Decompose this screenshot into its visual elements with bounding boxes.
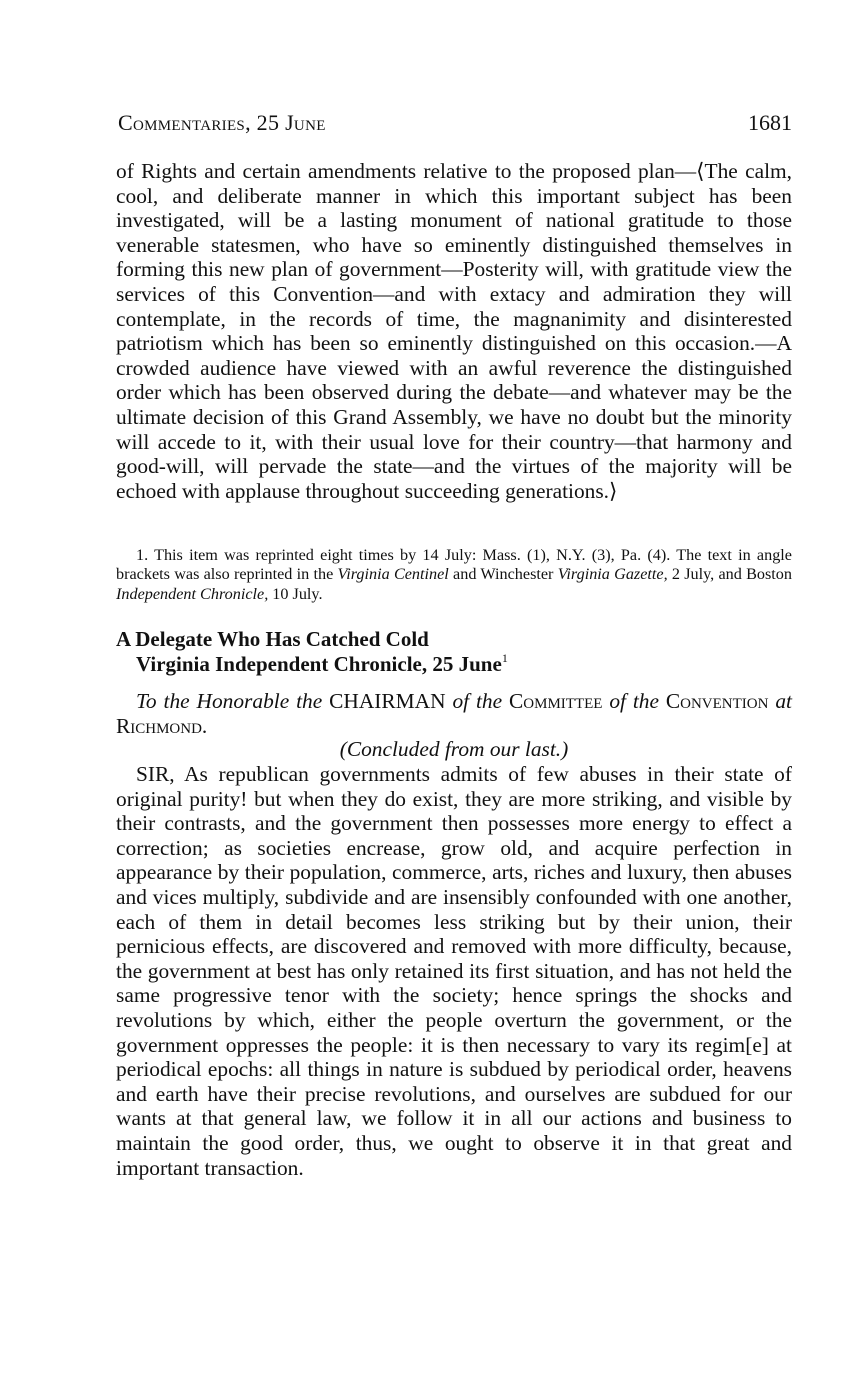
article-note-ref: 1 (501, 651, 508, 665)
address-of-2: of the (609, 689, 659, 713)
article-title: A Delegate Who Has Catched Cold (116, 627, 429, 651)
address-to: To the Honorable the (136, 689, 323, 713)
address-committee: Committee (509, 689, 603, 713)
footnote-part-1: 1. This item was reprinted eight times by 14 July: Mass. (1), N.Y. (3), Pa. (4). The text in angle brackets was also reprinted in the (116, 546, 792, 584)
concluded-note: (Concluded from our last.) (339, 737, 569, 761)
address-chairman: CHAIRMAN (329, 689, 446, 713)
article-heading (116, 627, 792, 677)
footnote-italic-2: Virginia Gazette, (557, 565, 668, 584)
footnote-italic-1: Virginia Centinel (337, 565, 449, 584)
running-head (118, 110, 792, 136)
footnote-text (116, 546, 792, 604)
address-richmond: Richmond. (116, 713, 208, 738)
address-of-1: of the (452, 689, 503, 713)
address-at: at (775, 689, 792, 713)
footnote-part-4: 10 July. (268, 584, 323, 603)
article-source: Virginia Independent Chronicle, 25 June (136, 652, 502, 676)
footnote-part-2: and Winchester (448, 565, 558, 584)
article-source-line (116, 652, 792, 677)
address-line (116, 689, 792, 738)
running-head-title: Commentaries, 25 June (118, 110, 326, 135)
page-number: 1681 (748, 110, 792, 135)
article-body-block (116, 762, 792, 1180)
article-body: SIR, As republican governments admits of few abuses in their state of original purity! but when they do exist, they are more striking, and visible by their contrasts, and the government then possesses more energy to effect a correction; as societies encrease, grow old, and acquire perfection in appearance by their population, commerce, arts, riches and luxury, then abuses and vices multiply, subdivide and are insensibly confounded with one another, each of them in detail becomes less striking but by their union, their pernicious effects, are discovered and removed with more difficulty, because, the government at best has only retained its first situation, and has not held the same progressive tenor with the society; hence springs the shocks and revolutions by which, either the people overturn the government, or the government oppresses the people: it is then necessary to vary its regim[e] at periodical epochs: all things in nature is subdued by periodical order, heavens and earth have their precise revolutions, and ourselves are subdued for our wants at that general law, we follow it in all our actions and business to maintain the good order, thus, we ought to observe it in that great and important transaction. (116, 762, 792, 1180)
address-block (116, 689, 792, 738)
address-convention: Convention (665, 689, 769, 713)
continued-paragraph-block (116, 159, 792, 503)
footnote-part-3: 2 July, and Boston (667, 565, 792, 584)
footnote-italic-3: Independent Chronicle, (116, 584, 269, 603)
continued-paragraph: of Rights and certain amendments relative to the proposed plan—⟨The calm, cool, and deliberate manner in which this important subject has been investigated, will be a lasting monument of national gratitude to those venerable statesmen, who have so eminently distinguished themselves in forming this new plan of government—Posterity will, with gratitude view the services of this Convention—and with extacy and admiration they will contemplate, in the records of time, the magnanimity and disinterested patriotism which has been so eminently distinguished on this occasion.—A crowded audience have viewed with an awful reverence the distinguished order which has been observed during the debate—and whatever may be the ultimate decision of this Grand Assembly, we have no doubt but the minority will accede to it, with their usual love for their country—that harmony and good-will, will pervade the state—and the virtues of the majority will be echoed with applause throughout succeeding generations.⟩ (116, 159, 792, 503)
footnote (116, 546, 792, 604)
